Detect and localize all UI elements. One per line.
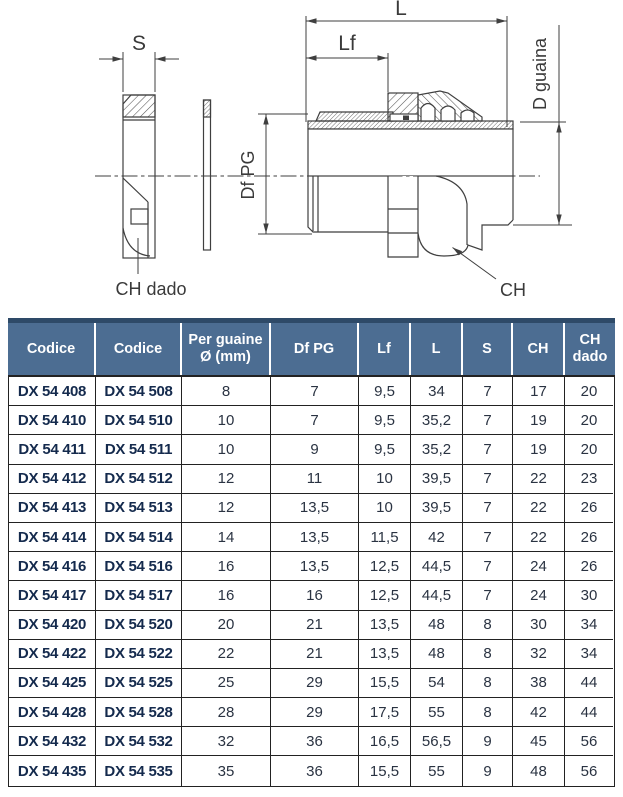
table-cell: 28 <box>182 698 271 727</box>
table-cell: DX 54 411 <box>9 435 96 464</box>
table-cell: 36 <box>271 727 359 756</box>
table-cell: 10 <box>359 494 411 523</box>
table-cell: 10 <box>182 435 271 464</box>
table-cell: 44,5 <box>411 552 463 581</box>
table-cell: 22 <box>513 523 565 552</box>
table-cell: 8 <box>463 698 513 727</box>
table-cell: 39,5 <box>411 494 463 523</box>
table-row <box>9 581 614 610</box>
column-header: Df PG <box>271 323 359 375</box>
table-cell: 38 <box>513 669 565 698</box>
table-cell: 7 <box>463 494 513 523</box>
table-cell: DX 54 416 <box>9 552 96 581</box>
table-cell: 11 <box>271 465 359 494</box>
table-row <box>9 465 614 494</box>
table-cell: 9 <box>463 756 513 785</box>
table-cell: 24 <box>513 581 565 610</box>
table-cell: DX 54 432 <box>9 727 96 756</box>
dim-label-ch-dado: CH dado <box>115 279 187 299</box>
table-cell: 9,5 <box>359 377 411 406</box>
table-cell: 8 <box>463 669 513 698</box>
table-cell: 19 <box>513 435 565 464</box>
table-cell: 17,5 <box>359 698 411 727</box>
table-cell: 11,5 <box>359 523 411 552</box>
table-cell: 7 <box>463 552 513 581</box>
table-cell: 7 <box>271 406 359 435</box>
table-cell: 42 <box>411 523 463 552</box>
table-cell: 34 <box>565 611 613 640</box>
table-cell: 13,5 <box>271 523 359 552</box>
table-cell: 9 <box>271 435 359 464</box>
table-row <box>9 406 614 435</box>
table-cell: 23 <box>565 465 613 494</box>
table-cell: 7 <box>463 435 513 464</box>
table-row <box>9 756 614 785</box>
nut-side-view <box>123 95 211 258</box>
table-cell: 15,5 <box>359 669 411 698</box>
table-cell: 13,5 <box>359 611 411 640</box>
table-cell: 7 <box>271 377 359 406</box>
table-cell: 17 <box>513 377 565 406</box>
table-cell: DX 54 512 <box>96 465 182 494</box>
column-header: S <box>463 323 513 375</box>
column-header: L <box>411 323 463 375</box>
table-cell: DX 54 428 <box>9 698 96 727</box>
table-cell: 30 <box>565 581 613 610</box>
table-cell: 48 <box>411 640 463 669</box>
table-cell: 25 <box>182 669 271 698</box>
table-cell: DX 54 520 <box>96 611 182 640</box>
table-row <box>9 377 614 406</box>
table-row <box>9 611 614 640</box>
table-cell: DX 54 516 <box>96 552 182 581</box>
body-section-view <box>308 91 513 257</box>
table-cell: 10 <box>182 406 271 435</box>
table-cell: DX 54 528 <box>96 698 182 727</box>
table-cell: 45 <box>513 727 565 756</box>
table-cell: DX 54 513 <box>96 494 182 523</box>
table-row <box>9 727 614 756</box>
dimensions-table <box>8 318 615 787</box>
table-cell: DX 54 422 <box>9 640 96 669</box>
table-cell: 48 <box>411 611 463 640</box>
table-cell: DX 54 412 <box>9 465 96 494</box>
table-cell: DX 54 413 <box>9 494 96 523</box>
table-cell: 35,2 <box>411 435 463 464</box>
table-cell: DX 54 511 <box>96 435 182 464</box>
table-cell: 34 <box>565 640 613 669</box>
table-cell: 32 <box>513 640 565 669</box>
table-cell: DX 54 425 <box>9 669 96 698</box>
table-cell: 44 <box>565 669 613 698</box>
technical-drawing <box>0 0 623 312</box>
table-row <box>9 523 614 552</box>
table-cell: 35,2 <box>411 406 463 435</box>
column-header: Lf <box>359 323 411 375</box>
table-cell: DX 54 514 <box>96 523 182 552</box>
table-cell: 26 <box>565 552 613 581</box>
table-cell: 26 <box>565 523 613 552</box>
table-cell: 12,5 <box>359 581 411 610</box>
table-row <box>9 669 614 698</box>
table-cell: 14 <box>182 523 271 552</box>
table-cell: 42 <box>513 698 565 727</box>
table-cell: DX 54 417 <box>9 581 96 610</box>
table-row <box>9 640 614 669</box>
table-cell: 20 <box>565 435 613 464</box>
dim-label-l: L <box>395 0 407 20</box>
table-cell: 22 <box>513 465 565 494</box>
table-cell: 8 <box>463 640 513 669</box>
table-cell: 7 <box>463 377 513 406</box>
table-cell: 16 <box>182 552 271 581</box>
table-cell: 9,5 <box>359 406 411 435</box>
column-header: Codice <box>96 323 182 375</box>
table-cell: 16,5 <box>359 727 411 756</box>
table-cell: 9 <box>463 727 513 756</box>
table-cell: 44 <box>565 698 613 727</box>
table-cell: 12 <box>182 465 271 494</box>
table-header <box>8 318 615 377</box>
table-cell: 20 <box>565 377 613 406</box>
table-cell: 9,5 <box>359 435 411 464</box>
table-cell: DX 54 532 <box>96 727 182 756</box>
table-cell: 20 <box>182 611 271 640</box>
table-cell: 22 <box>513 494 565 523</box>
column-header: CH <box>513 323 565 375</box>
dim-label-lf: Lf <box>338 32 356 55</box>
table-cell: 7 <box>463 406 513 435</box>
dim-label-df-pg: Df PG <box>238 150 258 200</box>
table-cell: 56 <box>580 762 598 780</box>
column-header: CH dado <box>572 332 608 365</box>
table-cell: 7 <box>463 523 513 552</box>
table-body <box>8 377 615 787</box>
table-cell: 12,5 <box>359 552 411 581</box>
table-cell: 20 <box>565 406 613 435</box>
table-cell: 8 <box>182 377 271 406</box>
table-cell: DX 54 508 <box>96 377 182 406</box>
table-cell: 7 <box>463 465 513 494</box>
table-cell: 56 <box>565 727 613 756</box>
dim-label-s: S <box>131 32 147 55</box>
table-cell: 55 <box>411 756 463 785</box>
dim-label-d-guaina: D guaina <box>530 37 550 111</box>
table-cell: 7 <box>463 581 513 610</box>
table-cell: DX 54 525 <box>96 669 182 698</box>
table-cell: 26 <box>565 494 613 523</box>
table-cell: 10 <box>359 465 411 494</box>
table-cell: DX 54 535 <box>96 756 182 785</box>
table-cell: 30 <box>513 611 565 640</box>
table-cell: DX 54 435 <box>9 756 96 785</box>
table-cell: 21 <box>271 640 359 669</box>
table-cell: 29 <box>271 669 359 698</box>
dim-label-ch: CH <box>500 280 526 300</box>
table-cell: DX 54 510 <box>96 406 182 435</box>
table-cell: 56,5 <box>411 727 463 756</box>
table-cell: 13,5 <box>271 494 359 523</box>
table-cell: DX 54 522 <box>96 640 182 669</box>
column-header: Per guaine Ø (mm) <box>182 323 271 375</box>
table-row <box>9 435 614 464</box>
table-cell: 12 <box>182 494 271 523</box>
table-cell: 8 <box>463 611 513 640</box>
table-cell: 35 <box>182 756 271 785</box>
table-cell: 48 <box>513 756 565 785</box>
table-cell: 13,5 <box>359 640 411 669</box>
table-cell: 24 <box>513 552 565 581</box>
table-cell: DX 54 408 <box>9 377 96 406</box>
column-header: Codice <box>8 323 96 375</box>
table-cell: 16 <box>271 581 359 610</box>
table-cell: 22 <box>182 640 271 669</box>
table-cell: 36 <box>271 756 359 785</box>
table-cell: 32 <box>182 727 271 756</box>
table-cell: 55 <box>411 698 463 727</box>
table-row <box>9 552 614 581</box>
table-cell: 39,5 <box>411 465 463 494</box>
table-cell: 44,5 <box>411 581 463 610</box>
table-cell: DX 54 414 <box>9 523 96 552</box>
table-cell: 29 <box>271 698 359 727</box>
table-row <box>9 698 614 727</box>
table-cell: 54 <box>411 669 463 698</box>
table-cell: 34 <box>411 377 463 406</box>
table-cell: 19 <box>513 406 565 435</box>
table-cell: DX 54 517 <box>96 581 182 610</box>
table-cell: 15,5 <box>359 756 411 785</box>
table-cell: DX 54 420 <box>9 611 96 640</box>
table-cell: DX 54 410 <box>9 406 96 435</box>
table-cell: 16 <box>182 581 271 610</box>
table-cell: 21 <box>271 611 359 640</box>
table-cell: 13,5 <box>271 552 359 581</box>
table-row <box>9 494 614 523</box>
